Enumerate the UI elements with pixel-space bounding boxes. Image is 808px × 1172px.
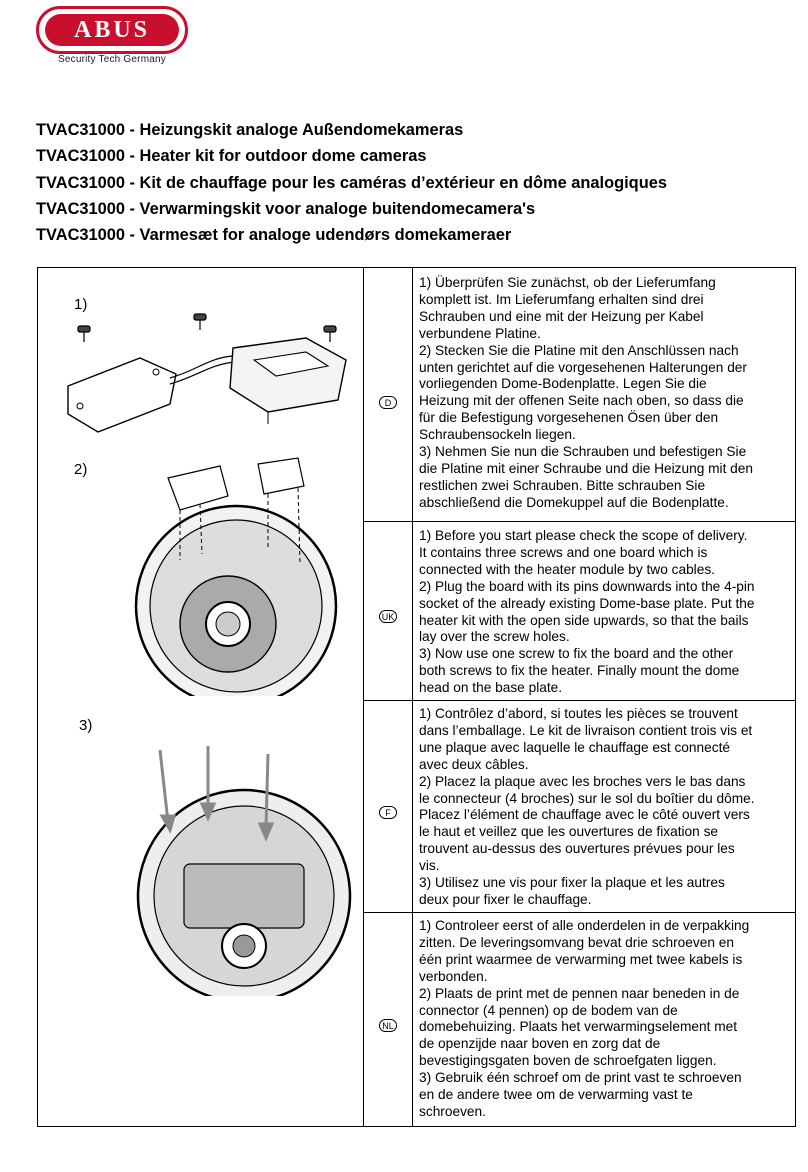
text-line: deux pour fixer le chauffage. bbox=[419, 891, 592, 907]
text-line: connector (4 pennen) op de bodem van de bbox=[419, 1002, 678, 1018]
text-line: 2) Plug the board with its pins downwards into the 4-pin bbox=[419, 578, 755, 594]
board-placement bbox=[168, 466, 228, 510]
lang-badge-de: D bbox=[379, 396, 397, 409]
screw-icon bbox=[324, 326, 336, 342]
instruction-table bbox=[37, 267, 796, 1127]
instructions-nl bbox=[419, 918, 789, 1121]
column-divider-2 bbox=[412, 268, 413, 1126]
arrow-icon bbox=[202, 746, 214, 818]
text-line: avec deux câbles. bbox=[419, 756, 529, 772]
circuit-board bbox=[68, 358, 176, 432]
text-line: 1) Contrôlez d’abord, si toutes les pièces se trouvent bbox=[419, 706, 738, 721]
arrow-icon bbox=[160, 750, 174, 830]
brand-tagline: Security Tech Germany bbox=[58, 54, 166, 65]
text-line: 1) Before you start please check the scope of delivery. bbox=[419, 528, 748, 543]
instructions-fr bbox=[419, 706, 789, 909]
text-line: en de andere twee om de verwarming vast te bbox=[419, 1087, 693, 1103]
heater-module bbox=[230, 338, 346, 412]
text-line: It contains three screws and one board which is bbox=[419, 544, 708, 560]
text-line: lay over the screw holes. bbox=[419, 629, 570, 645]
text-line: connected with the heater module by two cables. bbox=[419, 561, 715, 577]
column-divider-1 bbox=[363, 268, 364, 1126]
text-line: restlichen zwei Schrauben. Bitte schrauben Sie bbox=[419, 477, 706, 493]
heater-kit-illustration bbox=[58, 308, 358, 448]
text-line: trouvent au-dessus des ouvertures prévues pour les bbox=[419, 841, 735, 857]
screw-icon bbox=[78, 326, 90, 342]
logo-badge bbox=[45, 14, 179, 46]
text-line: die Platine mit einer Schraube und die Heizung mit den bbox=[419, 460, 754, 476]
text-line: 1) Controleer eerst of alle onderdelen in de verpakking bbox=[419, 918, 750, 933]
step-label-2: 2) bbox=[74, 461, 88, 478]
step-label-1: 1) bbox=[74, 296, 88, 313]
text-line: 3) Gebruik één schroef om de print vast te schroeven bbox=[419, 1070, 742, 1086]
text-line: vorliegenden Dome-Bodenplatte. Legen Sie die bbox=[419, 376, 707, 392]
text-line: 3) Nehmen Sie nun die Schrauben und befestigen Sie bbox=[419, 444, 747, 460]
text-line: both screws to fix the heater. Finally mount the dome bbox=[419, 663, 740, 679]
text-line: verbonden. bbox=[419, 968, 488, 984]
heater-placement bbox=[258, 458, 304, 494]
text-line: abschließend die Domekuppel auf die Bodenplatte. bbox=[419, 494, 729, 510]
text-line: socket of the already existing Dome-base plate. Put the bbox=[419, 595, 755, 611]
title-fr: TVAC31000 - Kit de chauffage pour les caméras d’extérieur en dôme analogiques bbox=[36, 173, 667, 192]
text-line: une plaque avec laquelle le chauffage est connecté bbox=[419, 739, 730, 755]
document-titles bbox=[36, 117, 796, 248]
instructions-uk bbox=[419, 528, 789, 697]
instructions-de bbox=[419, 275, 789, 512]
text-line: bevestigingsgaten boven de schroefgaten liggen. bbox=[419, 1053, 717, 1069]
text-line: verbundene Platine. bbox=[419, 325, 541, 341]
text-line: domebehuizing. Plaats het verwarmingselement met bbox=[419, 1019, 738, 1035]
text-line: heater kit with the open side upwards, so that the bails bbox=[419, 612, 749, 628]
row-divider-3 bbox=[363, 912, 795, 913]
text-line: le connecteur (4 broches) sur le sol du boîtier du dôme. bbox=[419, 790, 755, 806]
dome-mounting-illustration bbox=[126, 746, 362, 996]
text-line: 3) Now use one screw to fix the board and the other bbox=[419, 646, 734, 662]
text-line: für die Befestigung vorgesehenen Ösen über den bbox=[419, 410, 719, 426]
dome-base-illustration bbox=[118, 456, 358, 696]
row-divider-1 bbox=[363, 521, 795, 522]
text-line: dans l’emballage. Le kit de livraison contient trois vis et bbox=[419, 722, 753, 738]
lang-badge-fr: F bbox=[379, 806, 397, 819]
text-line: Schraubensockeln liegen. bbox=[419, 427, 576, 443]
text-line: Placez l’élément de chauffage avec le côté ouvert vers bbox=[419, 807, 750, 823]
text-line: Schrauben und eine mit der Heizung per Kabel bbox=[419, 308, 704, 324]
title-dk: TVAC31000 - Varmesæt for analoge udendørs domekameraer bbox=[36, 226, 512, 245]
text-line: komplett ist. Im Lieferumfang erhalten sind drei bbox=[419, 291, 704, 307]
logo-text: ABUS bbox=[73, 16, 151, 43]
lang-badge-uk: UK bbox=[379, 610, 397, 623]
abus-logo bbox=[36, 6, 188, 54]
screw-icon bbox=[194, 314, 206, 330]
text-line: de openzijde naar boven en zorg dat de bbox=[419, 1036, 661, 1052]
text-line: le haut et veillez que les ouvertures de fixation se bbox=[419, 824, 719, 840]
text-line: head on the base plate. bbox=[419, 680, 563, 696]
step-label-3: 3) bbox=[79, 717, 93, 734]
text-line: 2) Plaats de print met de pennen naar beneden in de bbox=[419, 985, 740, 1001]
text-line: schroeven. bbox=[419, 1103, 486, 1119]
title-en: TVAC31000 - Heater kit for outdoor dome cameras bbox=[36, 147, 427, 166]
text-line: Heizung mit der offenen Seite nach oben, so dass die bbox=[419, 393, 744, 409]
title-de: TVAC31000 - Heizungskit analoge Außendomekameras bbox=[36, 121, 464, 139]
row-divider-2 bbox=[363, 700, 795, 701]
text-line: één print waarmee de verwarming met twee kabels is bbox=[419, 951, 743, 967]
text-line: 1) Überprüfen Sie zunächst, ob der Lieferumfang bbox=[419, 275, 716, 290]
text-line: 2) Stecken Sie die Platine mit den Anschlüssen nach bbox=[419, 342, 739, 358]
text-line: vis. bbox=[419, 858, 440, 874]
title-nl: TVAC31000 - Verwarmingskit voor analoge buitendomecamera's bbox=[36, 199, 536, 218]
text-line: 2) Placez la plaque avec les broches vers le bas dans bbox=[419, 773, 746, 789]
lang-badge-nl: NL bbox=[379, 1019, 397, 1032]
text-line: unten gerichtet auf die vorgesehenen Halterungen der bbox=[419, 359, 747, 375]
text-line: 3) Utilisez une vis pour fixer la plaque et les autres bbox=[419, 875, 725, 891]
text-line: zitten. De leveringsomvang bevat drie schroeven en bbox=[419, 934, 734, 950]
